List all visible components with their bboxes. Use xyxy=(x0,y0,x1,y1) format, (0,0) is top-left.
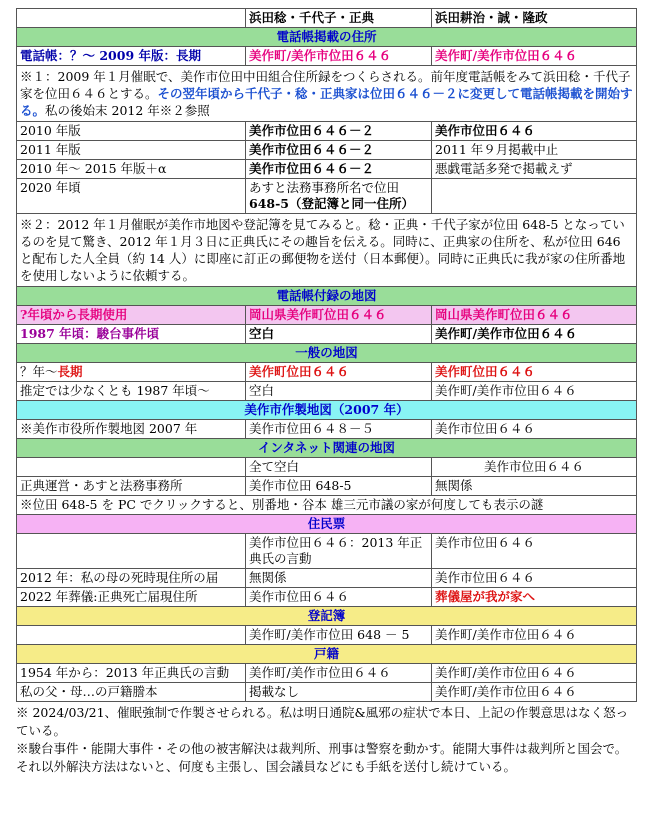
address-table xyxy=(16,8,637,702)
cell-text: あすと法務事務所名で位田 xyxy=(249,180,400,195)
cell: 美作町/美作市位田６４６ xyxy=(246,47,432,66)
table-row xyxy=(17,569,637,588)
table-row xyxy=(17,160,637,179)
note-1-text: ※１：2009 年１月催眠で、美作市位田中田組合住所録をつくらされる。前年度電話帳をみて浜田稔・千代子家を位田６４６とする。 xyxy=(20,69,631,101)
table-row xyxy=(17,477,637,496)
note-row xyxy=(17,214,637,287)
cell: 美作市位田６４６ xyxy=(432,458,637,477)
cell: 美作町位田６４６ xyxy=(246,363,432,382)
cell: 無関係 xyxy=(246,569,432,588)
section-general-map xyxy=(17,344,637,363)
cell: 空白 xyxy=(246,382,432,401)
table-row xyxy=(17,47,637,66)
cell: 岡山県美作町位田６４６ xyxy=(246,306,432,325)
header-row xyxy=(17,9,637,28)
header-col3: 浜田耕治・誠・隆政 xyxy=(432,9,637,28)
cell: 美作市位田６４６ xyxy=(246,588,432,607)
section-phonebook-map xyxy=(17,287,637,306)
cell xyxy=(17,626,246,645)
cell xyxy=(17,534,246,569)
cell xyxy=(17,458,246,477)
cell: 掲載なし xyxy=(246,683,432,702)
cell xyxy=(432,179,637,214)
cell-text-bold: 648-5（登記簿と同一住所） xyxy=(249,196,414,211)
cell: 美作市位田６４６ xyxy=(432,534,637,569)
cell: 美作市位田６４８－５ xyxy=(246,420,432,439)
cell: 電話帳：？～ 2009 年版：長期 xyxy=(17,47,246,66)
section-title: 電話帳掲載の住所 xyxy=(17,28,637,47)
cell: 空白 xyxy=(246,325,432,344)
footer-notes xyxy=(16,704,636,776)
table-row xyxy=(17,420,637,439)
cell: 美作町/美作市位田６４６ xyxy=(432,683,637,702)
section-registry xyxy=(17,607,637,626)
cell: ?年頃から長期使用 xyxy=(17,306,246,325)
cell: ※美作市役所作製地図 2007 年 xyxy=(17,420,246,439)
cell: 美作市位田６４６：2013 年正典氏の言動 xyxy=(246,534,432,569)
section-phonebook xyxy=(17,28,637,47)
table-row xyxy=(17,626,637,645)
section-title: インタネット関連の地図 xyxy=(17,439,637,458)
note-1 xyxy=(17,66,637,122)
cell: 2010 年版 xyxy=(17,122,246,141)
cell: 岡山県美作町位田６４６ xyxy=(432,306,637,325)
table-row xyxy=(17,588,637,607)
table-row xyxy=(17,363,637,382)
cell: 美作町/美作市位田６４６ xyxy=(432,47,637,66)
note-2: ※２：2012 年１月催眠が美作市地図や登記簿を見てみると。稔・正典・千代子家が位田 648-5 となっているのを見て驚き、2012 年１月３日に正典氏にその趣旨を伝える。同時に、正典家の住所を、私が位田 646 と配布した人全員（約 14 人）に即座に訂正の郵便物を送付（日本郵便）。同時に正典氏に我が家の住所番地を使用しないように依頼する。 xyxy=(17,214,637,287)
cell: 葬儀屋が我が家へ xyxy=(432,588,637,607)
section-family-register xyxy=(17,645,637,664)
cell: 美作町/美作市位田６４６ xyxy=(246,664,432,683)
cell: 美作市位田６４６ xyxy=(432,569,637,588)
cell: 美作町/美作市位田６４６ xyxy=(432,382,637,401)
cell: 美作町/美作市位田６４６ xyxy=(432,664,637,683)
section-title: 戸籍 xyxy=(17,645,637,664)
footer-note-1: ※ 2024/03/21、催眠強制で作製させられる。私は明日通院&風邪の症状で本日、上記の作製意思はなく怒っている。 xyxy=(16,705,629,738)
table-row xyxy=(17,122,637,141)
cell: 2011 年９月掲載中止 xyxy=(432,141,637,160)
table-row xyxy=(17,382,637,401)
table-row xyxy=(17,664,637,683)
table-row xyxy=(17,325,637,344)
cell: 美作市位田６４６－２ xyxy=(246,141,432,160)
table-row xyxy=(17,458,637,477)
table-row xyxy=(17,141,637,160)
cell: 美作町/美作市位田６４６ xyxy=(432,325,637,344)
cell: 美作町/美作市位田６４６ xyxy=(432,626,637,645)
cell-text-red: 長期 xyxy=(57,364,83,379)
section-title: 一般の地図 xyxy=(17,344,637,363)
table-row xyxy=(17,683,637,702)
cell xyxy=(246,179,432,214)
cell: 美作市位田６４６－２ xyxy=(246,160,432,179)
cell: 全て空白 xyxy=(246,458,432,477)
footer-note-2: ※駿台事件・能開大事件・その他の被害解決は裁判所、刑事は警察を動かす。能開大事件は裁判所と国会で。それ以外解決方法はないと、何度も主張し、国会議員などにも手紙を送付し続けている。 xyxy=(16,741,628,774)
cell: 2011 年版 xyxy=(17,141,246,160)
header-col1 xyxy=(17,9,246,28)
cell: 正典運営・あすと法務事務所 xyxy=(17,477,246,496)
cell xyxy=(17,363,246,382)
note-3: ※位田 648-5 を PC でクリックすると、別番地・谷本 雄三元市議の家が何度しても表示の謎 xyxy=(17,496,637,515)
section-title: 登記簿 xyxy=(17,607,637,626)
cell: 2022 年葬儀:正典死亡届現住所 xyxy=(17,588,246,607)
cell: 2012 年：私の母の死時現住所の届 xyxy=(17,569,246,588)
cell: 美作市位田 648-5 xyxy=(246,477,432,496)
cell: 私の父・母…の戸籍謄本 xyxy=(17,683,246,702)
cell: 美作町位田６４６ xyxy=(432,363,637,382)
table-row xyxy=(17,306,637,325)
section-internet-map xyxy=(17,439,637,458)
cell: 悪戯電話多発で掲載えず xyxy=(432,160,637,179)
note-row xyxy=(17,496,637,515)
cell: 美作市位田６４６－２ xyxy=(246,122,432,141)
document xyxy=(16,8,636,776)
note-1-ref: 私の後始末 2012 年※２参照 xyxy=(45,103,210,118)
cell: 無関係 xyxy=(432,477,637,496)
cell: 美作市位田６４６ xyxy=(432,122,637,141)
section-title: 電話帳付録の地図 xyxy=(17,287,637,306)
cell: 2020 年頃 xyxy=(17,179,246,214)
table-row xyxy=(17,534,637,569)
cell-text: ？年～ xyxy=(20,364,58,379)
note-row xyxy=(17,66,637,122)
section-city-map xyxy=(17,401,637,420)
cell: 美作町/美作市位田 648 － 5 xyxy=(246,626,432,645)
note-1-highlight: その翌年頃から千代子・稔・正典家は位田６４６－２に変更して電話帳掲載を開始する。 xyxy=(20,86,633,118)
section-title: 美作市作製地図（2007 年） xyxy=(17,401,637,420)
section-resident xyxy=(17,515,637,534)
cell: 推定では少なくとも 1987 年頃～ xyxy=(17,382,246,401)
cell: 1987 年頃：駿台事件頃 xyxy=(17,325,246,344)
cell: 2010 年～ 2015 年版＋α xyxy=(17,160,246,179)
table-row xyxy=(17,179,637,214)
cell: 美作市位田６４６ xyxy=(432,420,637,439)
cell: 1954 年から：2013 年正典氏の言動 xyxy=(17,664,246,683)
header-col2: 浜田稔・千代子・正典 xyxy=(246,9,432,28)
section-title: 住民票 xyxy=(17,515,637,534)
